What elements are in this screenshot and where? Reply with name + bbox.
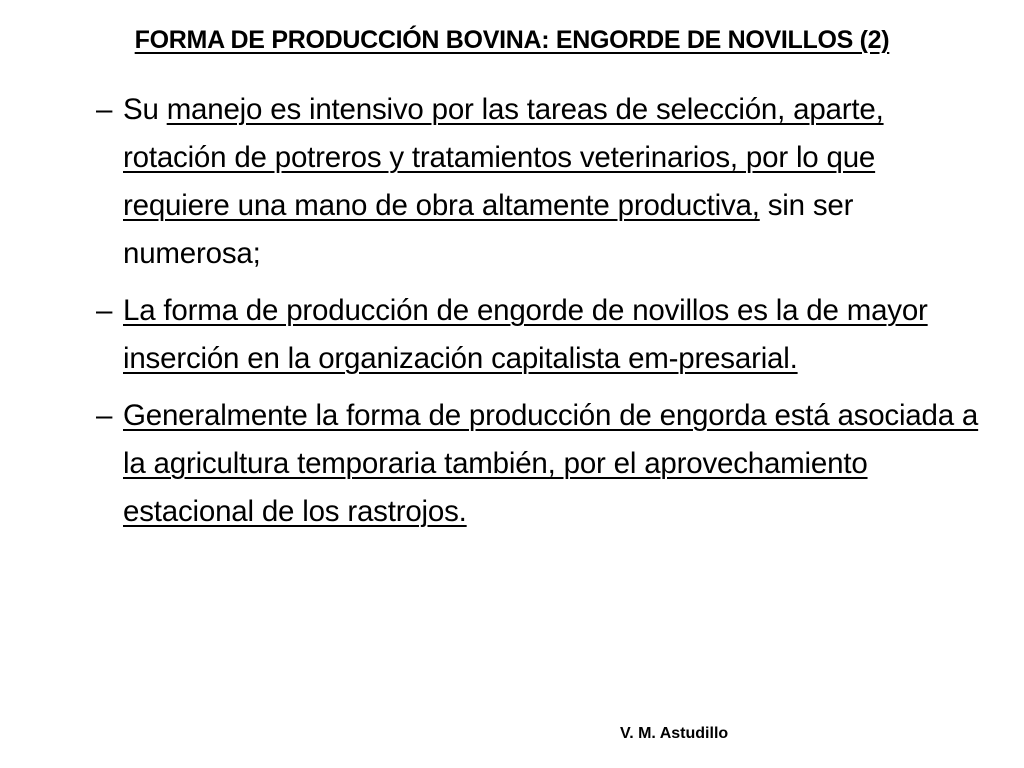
bullet-dash: – bbox=[96, 93, 113, 126]
bullet-1-trail: sin ser numerosa; bbox=[123, 189, 854, 270]
bullet-list bbox=[96, 86, 986, 545]
bullet-1-lead: Su bbox=[123, 93, 167, 126]
bullet-3-underlined: Generalmente la forma de producción de engorda está asociada a la agricultura temporaria también, por el aprovechamiento estacional de los rastrojos. bbox=[123, 399, 979, 528]
bullet-item-3 bbox=[96, 392, 986, 536]
bullet-dash: – bbox=[96, 399, 113, 432]
bullet-item-1 bbox=[96, 86, 986, 278]
bullet-2-underlined: La forma de producción de engorde de novillos es la de mayor inserción en la organización capitalista em-presarial. bbox=[123, 294, 928, 375]
bullet-dash: – bbox=[96, 294, 113, 327]
slide-title-text: FORMA DE PRODUCCIÓN BOVINA: ENGORDE DE NOVILLOS (2) bbox=[134, 26, 890, 54]
bullet-item-2 bbox=[96, 287, 986, 383]
author-credit: V. M. Astudillo bbox=[620, 725, 729, 742]
slide-title bbox=[0, 22, 1024, 58]
bullet-1-underlined: manejo es intensivo por las tareas de selección, aparte, rotación de potreros y tratamientos veterinarios, por lo que requiere una mano de obra altamente productiva, bbox=[123, 93, 884, 222]
